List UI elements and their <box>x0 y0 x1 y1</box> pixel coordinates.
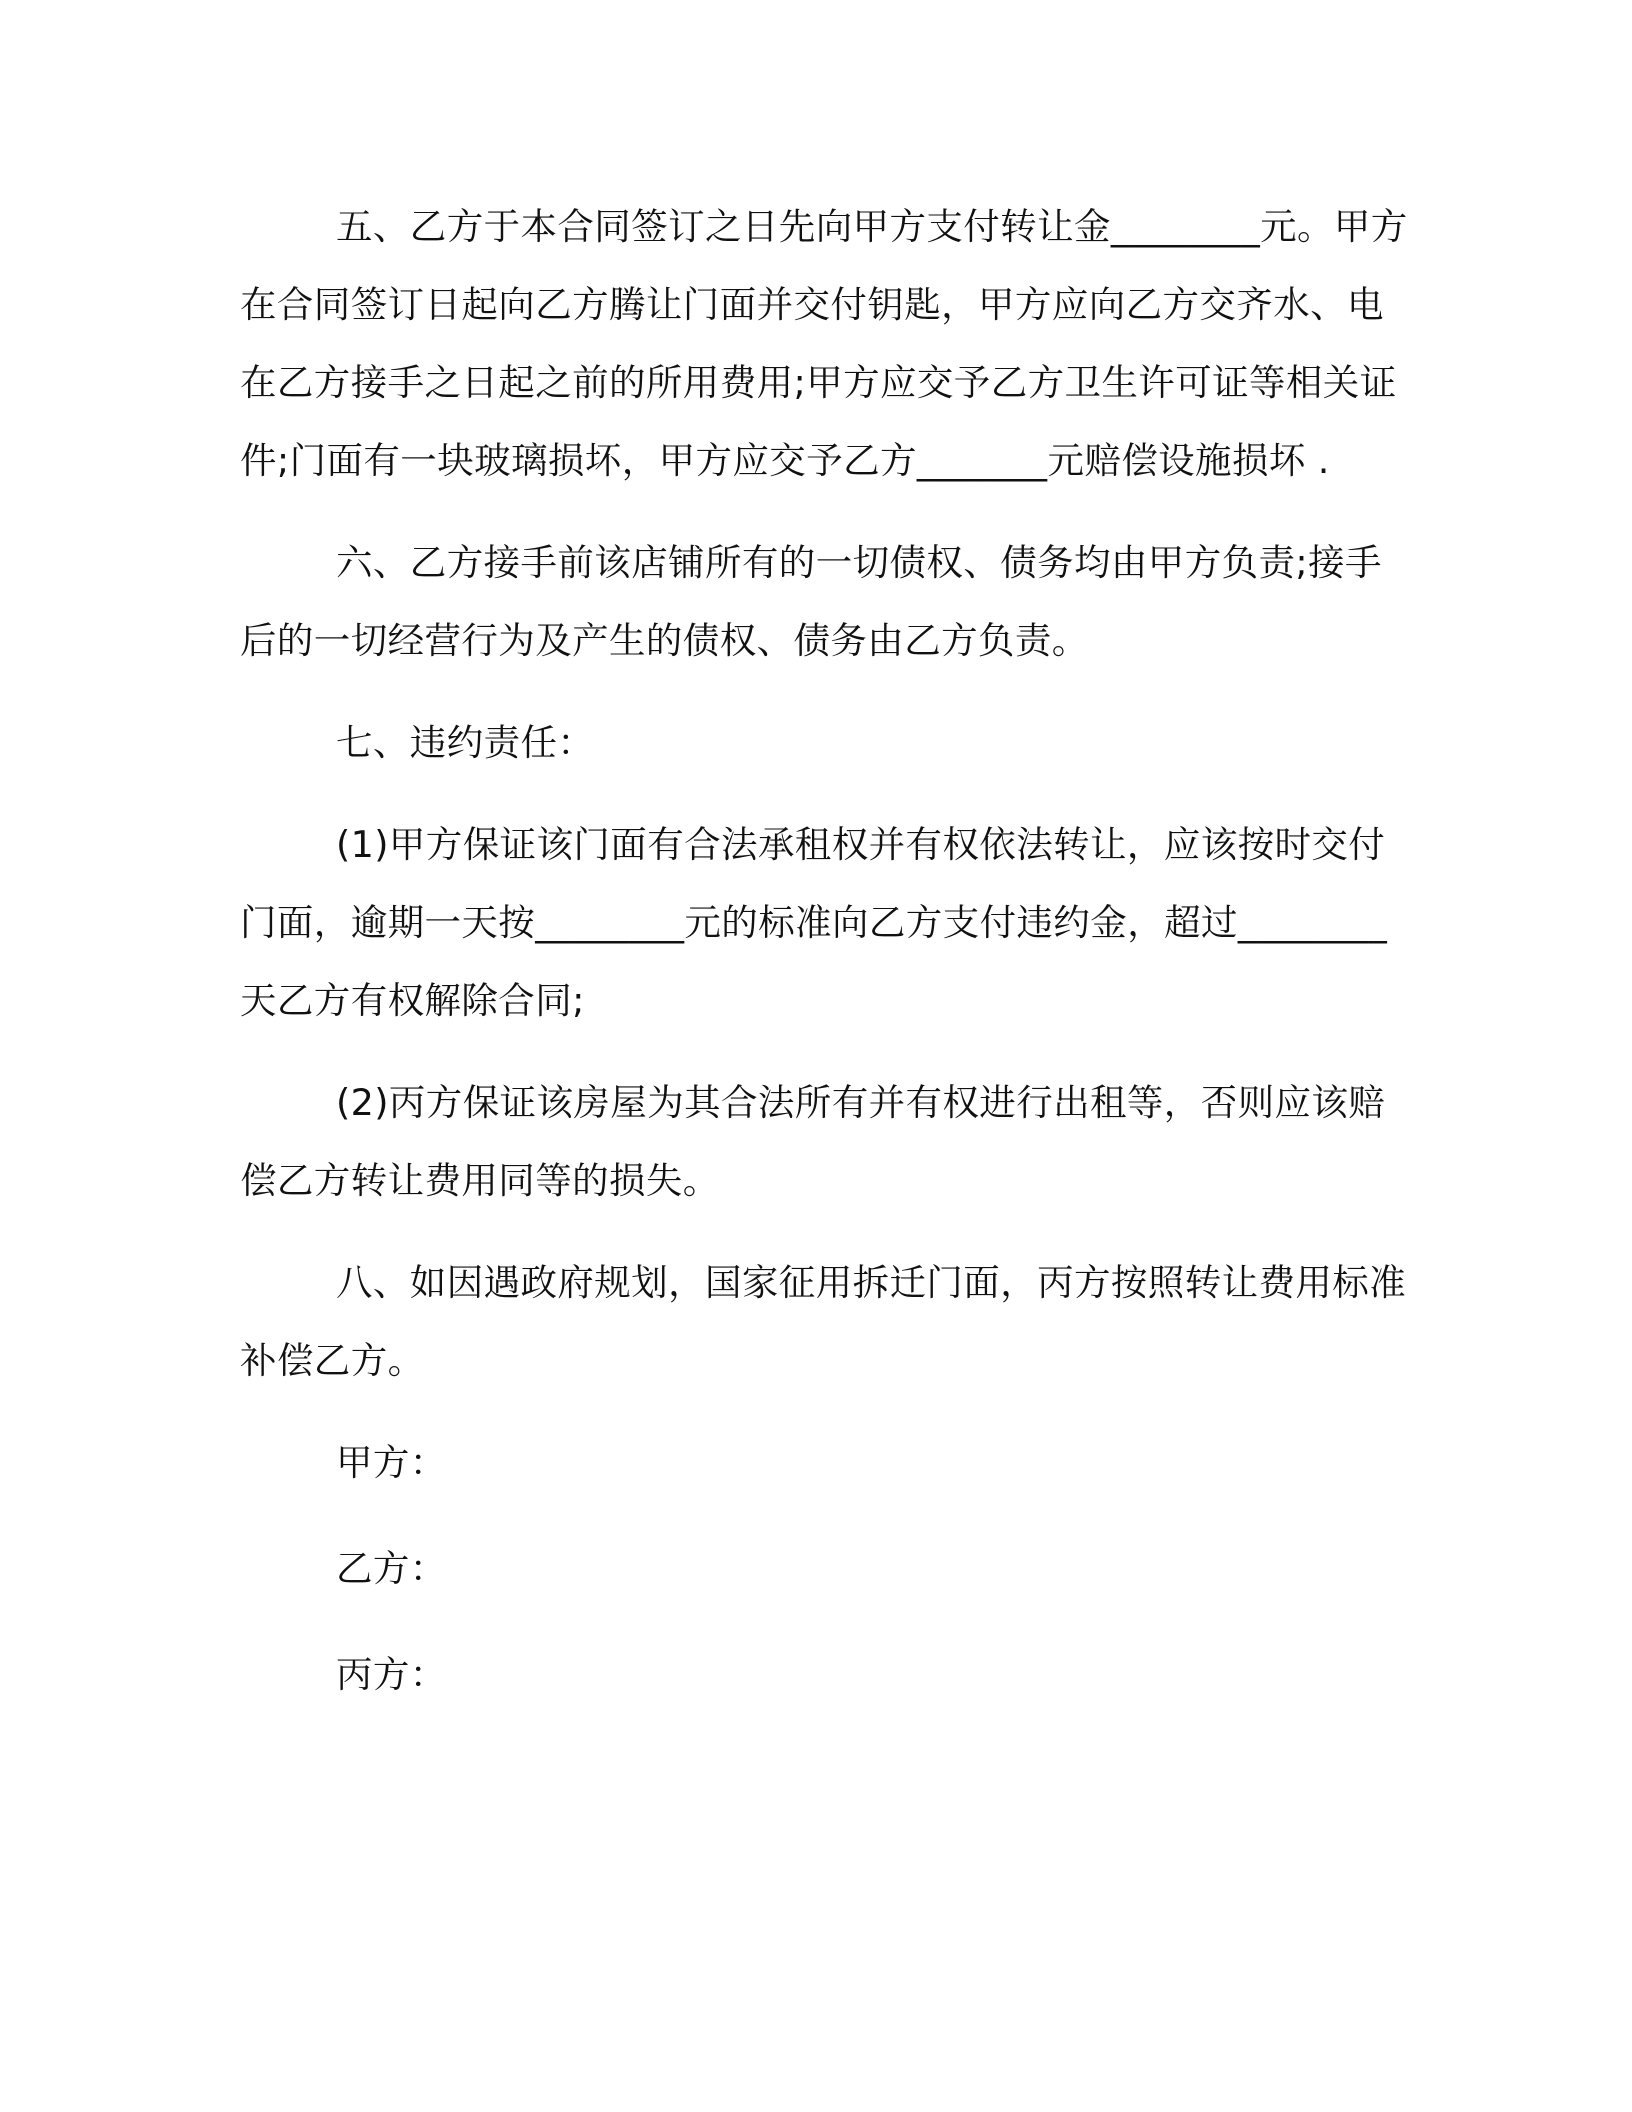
clause-7-item-2-paragraph: (2)丙方保证该房屋为其合法所有并有权进行出租等，否则应该赔偿乙方转让费用同等的损失。 <box>240 1081 1386 1202</box>
clause-7-item-1-paragraph: (1)甲方保证该门面有合法承租权并有权依法转让，应该按时交付门面，逾期一天按________元的标准向乙方支付违约金，超过________天乙方有权解除合同; <box>240 823 1388 1022</box>
clause-8-paragraph: 八、如因遇政府规划，国家征用拆迁门面，丙方按照转让费用标准补偿乙方。 <box>240 1261 1407 1382</box>
document-body <box>240 188 1410 1742</box>
signature-party-a: 甲方： <box>336 1441 447 1484</box>
clause-5-paragraph: 五、乙方于本合同签订之日先向甲方支付转让金________元。甲方在合同签订日起向乙方腾让门面并交付钥匙，甲方应向乙方交齐水、电在乙方接手之日起之前的所用费用;甲方应交予乙方卫生许可证等相关证件;门面有一块玻璃损坏，甲方应交予乙方_______元赔偿设施损坏 . <box>240 205 1408 482</box>
clause-6-paragraph: 六、乙方接手前该店铺所有的一切债权、债务均由甲方负责;接手后的一切经营行为及产生的债权、债务由乙方负责。 <box>240 541 1382 662</box>
signature-party-c: 丙方： <box>336 1653 447 1696</box>
clause-7-heading: 七、违约责任： <box>336 721 595 764</box>
signature-party-b: 乙方： <box>336 1547 447 1590</box>
